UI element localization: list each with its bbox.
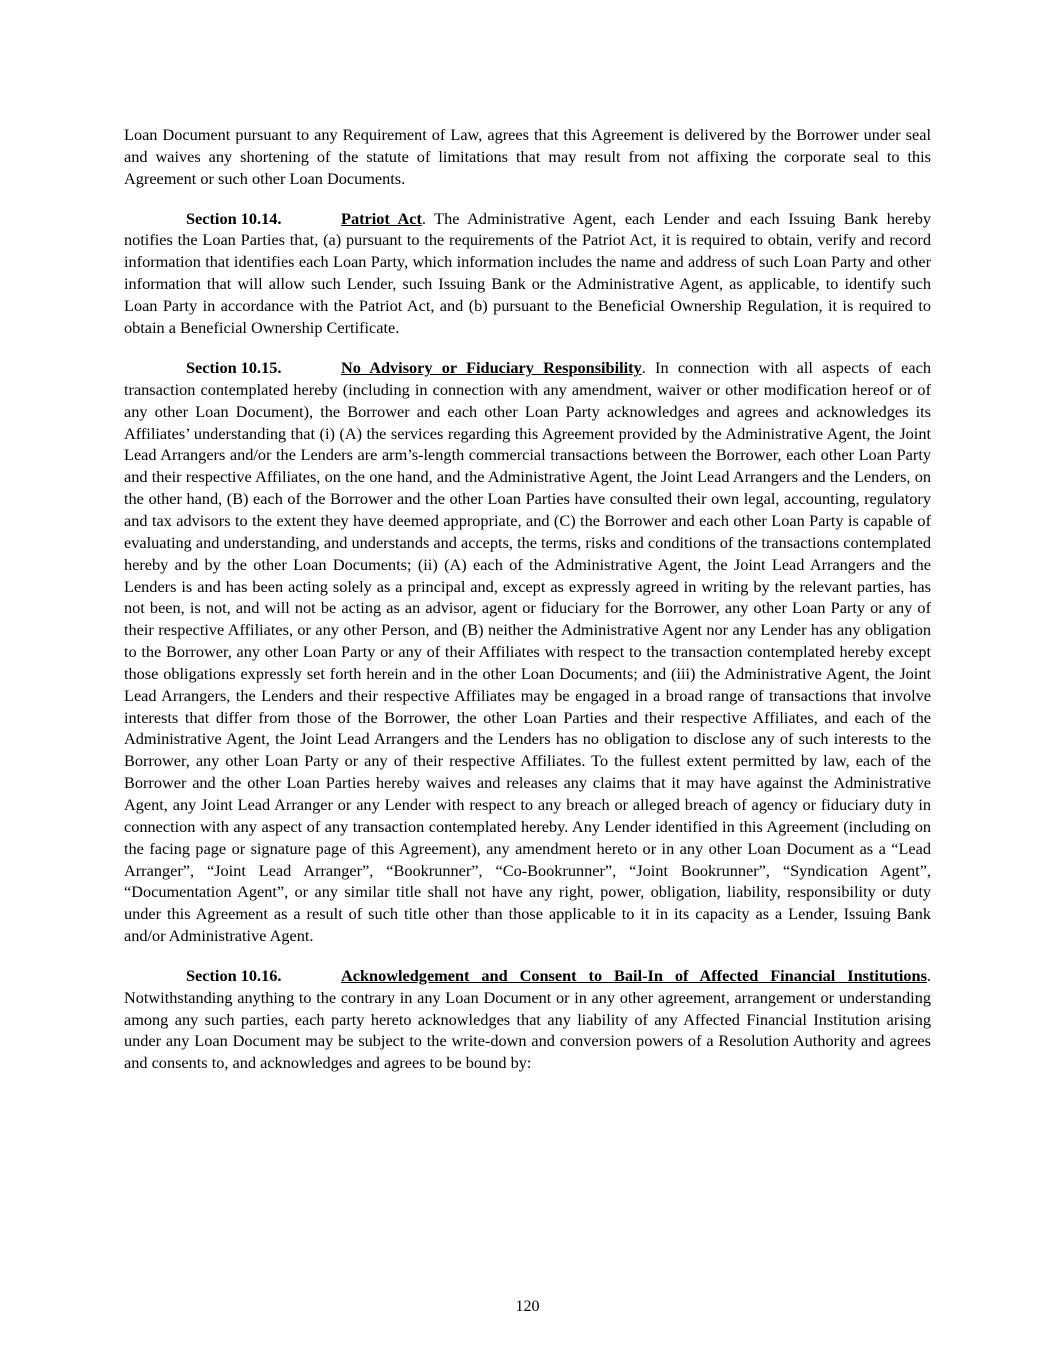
section-body: . In connection with all aspects of each transaction contemplated hereby (including in connection with any amendment, waiver or other modification hereof or of any other Loan Document), the Borrower and each other Loan Party acknowledges and agrees and acknowledges its Affiliates’ understanding that (i) (A) the services regarding this Agreement provided by the Administrative Agent, the Joint Lead Arrangers and/or the Lenders are arm’s-length commercial transactions between the Borrower, each other Loan Party and their respective Affiliates, on the one hand, and the Administrative Agent, the Joint Lead Arrangers and the Lenders, on the other hand, (B) each of the Borrower and the other Loan Parties have consulted their own legal, accounting, regulatory and tax advisors to the extent they have deemed appropriate, and (C) the Borrower and each other Loan Party is capable of evaluating and understanding, and understands and accepts, the terms, risks and conditions of the transactions contemplated hereby and by the other Loan Documents; (ii) (A) each of the Administrative Agent, the Joint Lead Arrangers and the Lenders is and has been acting solely as a principal and, except as expressly agreed in writing by the relevant parties, has not been, is not, and will not be acting as an advisor, agent or fiduciary for the Borrower, any other Loan Party or any of their respective Affiliates, or any other Person, and (B) neither the Administrative Agent nor any Lender has any obligation to the Borrower, any other Loan Party or any of their Affiliates with respect to the transaction contemplated hereby except those obligations expressly set forth herein and in the other Loan Documents; and (iii) the Administrative Agent, the Joint Lead Arrangers, the Lenders and their respective Affiliates may be engaged in a broad range of transactions that involve interests that differ from those of the Borrower, the other Loan Parties and their respective Affiliates, and each of the Administrative Agent, the Joint Lead Arrangers and the Lenders has no obligation to disclose any of such interests to the Borrower, any other Loan Party or any of their respective Affiliates. To the fullest extent permitted by law, each of the Borrower and the other Loan Parties hereby waives and releases any claims that it may have against the Administrative Agent, any Joint Lead Arranger or any Lender with respect to any breach or alleged breach of agency or fiduciary duty in connection with any aspect of any transaction contemplated hereby. Any Lender identified in this Agreement (including on the facing page or signature page of this Agreement), any amendment hereto or in any other Loan Document as a “Lead Arranger”, “Joint Lead Arranger”, “Bookrunner”, “Co-Bookrunner”, “Joint Bookrunner”, “Syndication Agent”, “Documentation Agent”, or any similar title shall not have any right, power, obligation, liability, responsibility or duty under this Agreement as a result of such title other than those applicable to it in its capacity as a Lender, Issuing Bank and/or Administrative Agent. <box>124 358 931 946</box>
section-title: Patriot Act <box>341 208 422 228</box>
section-number: Section 10.16. <box>186 965 282 985</box>
section-body: . The Administrative Agent, each Lender and each Issuing Bank hereby notifies the Loan Parties that, (a) pursuant to the requirements of the Patriot Act, it is required to obtain, verify and record information that identifies each Loan Party, which information includes the name and address of such Loan Party and other information that will allow such Lender, such Issuing Bank or the Administrative Agent, as applicable, to identify such Loan Party in accordance with the Patriot Act, and (b) pursuant to the Beneficial Ownership Regulation, it is required to obtain a Beneficial Ownership Certificate. <box>124 208 931 337</box>
section-10-15 <box>124 357 931 947</box>
section-number: Section 10.15. <box>186 358 282 378</box>
section-number: Section 10.14. <box>186 208 282 228</box>
section-10-14 <box>124 208 931 339</box>
section-10-16 <box>124 965 931 1074</box>
section-title: Acknowledgement and Consent to Bail-In of Affected Financial Institutions <box>341 965 927 985</box>
continuation-paragraph: Loan Document pursuant to any Requirement of Law, agrees that this Agreement is delivered by the Borrower under seal and waives any shortening of the statute of limitations that may result from not affixing the corporate seal to this Agreement or such other Loan Documents. <box>124 125 931 188</box>
section-body: . Notwithstanding anything to the contrary in any Loan Document or in any other agreement, arrangement or understanding among any such parties, each party hereto acknowledges that any liability of any Affected Financial Institution arising under any Loan Document may be subject to the write-down and conversion powers of a Resolution Authority and agrees and consents to, and acknowledges and agrees to be bound by: <box>124 965 931 1073</box>
section-title: No Advisory or Fiduciary Responsibility <box>341 358 642 378</box>
page-number: 120 <box>515 1298 540 1315</box>
document-page <box>124 124 931 1074</box>
